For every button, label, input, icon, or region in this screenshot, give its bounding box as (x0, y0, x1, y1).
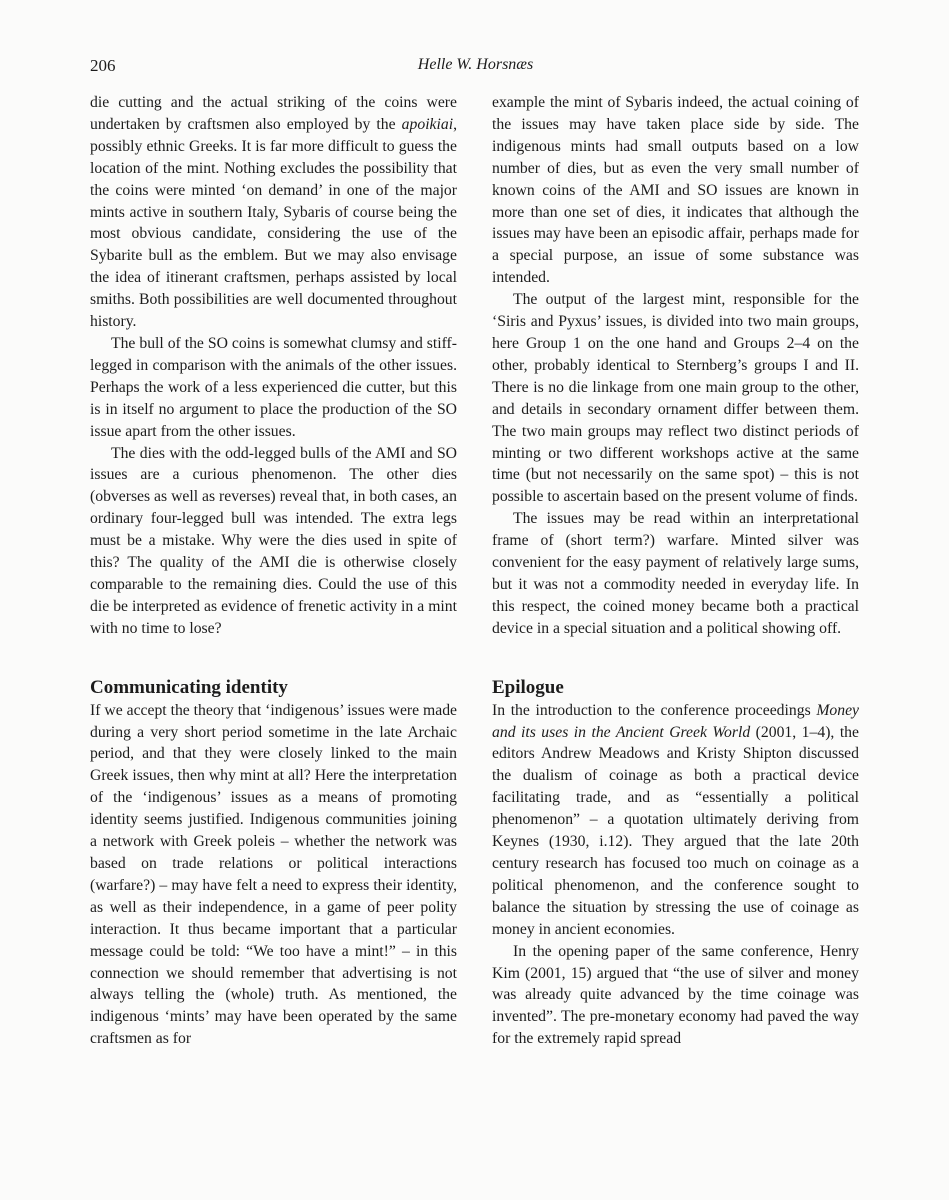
running-head: Helle W. Horsnæs (417, 56, 534, 73)
emphasis-text: apoikiai (401, 115, 454, 133)
right-column (492, 92, 859, 1050)
paragraph: die cutting and the actual striking of the coins were undertaken by craftsmen also employed by the apoikiai, possibly ethnic Greeks. It is far more difficult to guess the location of the mint. Nothing excludes the possibility that the coins were minted ‘on demand’ in one of the major mints active in southern Italy, Sybaris of course being the most obvious candidate, considering the use of the Sybarite bull as the emblem. But we may also envisage the idea of itinerant craftsmen, perhaps assisted by local smiths. Both possibilities are well documented throughout history. (90, 94, 457, 331)
left-column (90, 92, 457, 1050)
paragraph: The output of the largest mint, responsible for the ‘Siris and Pyxus’ issues, is divided into two main groups, here Group 1 on the one hand and Groups 2–4 on the other, probably identical to Sternberg’s groups I and II. There is no die linkage from one main group to the other, and details in secondary ornament differ between them. The two main groups may reflect two distinct periods of minting or two different workshops active at the same time (but not necessarily on the same spot) – this is not possible to ascertain based on the present volume of finds. (492, 291, 859, 506)
emphasis-text: Money and its uses in the Ancient Greek World (492, 701, 859, 741)
paragraph: If we accept the theory that ‘indigenous’ issues were made during a very short period sometime in the late Archaic period, and that they were closely linked to the main Greek issues, then why mint at all? Here the interpretation of the ‘indigenous’ issues as a means of promoting identity seems justified. Indigenous communities joining a network with Greek poleis – whether the network was based on trade relations or political interactions (warfare?) – may have felt a need to express their identity, as well as their independence, in a game of peer polity interaction. It thus became important that a particular message could be told: “We too have a mint!” – in this connection we should remember that advertising is not always telling the (whole) truth. As mentioned, the indigenous ‘mints’ may have been operated by the same craftsmen as for (90, 701, 457, 1048)
section-heading-epilogue: Epilogue (492, 676, 564, 698)
paragraph: In the introduction to the conference proceedings Money and its uses in the Ancient Greek World (2001, 1–4), the editors Andrew Meadows and Kristy Shipton discussed the dualism of coinage as both a practical device facilitating trade, and as “essentially a political phenomenon” – a quotation ultimately deriving from Keynes (1930, i.12). They argued that the late 20th century research has focused too much on coinage as a political phenomenon, and the conference sought to balance the situation by stressing the use of coinage as money in ancient economies. (492, 701, 859, 938)
paragraph: The bull of the SO coins is somewhat clumsy and stiff-legged in comparison with the animals of the other issues. Perhaps the work of a less experienced die cutter, but this is in itself no argument to place the production of the SO issue apart from the other issues. (90, 334, 457, 440)
paragraph: The dies with the odd-legged bulls of the AMI and SO issues are a curious phenomenon. The other dies (obverses as well as reverses) reveal that, in both cases, an ordinary four-legged bull was intended. The extra legs must be a mistake. Why were the dies used in spite of this? The quality of the AMI die is otherwise closely comparable to the remaining dies. Could the use of this die be interpreted as evidence of frenetic activity in a mint with no time to lose? (90, 444, 457, 637)
paragraph: In the opening paper of the same conference, Henry Kim (2001, 15) argued that “the use of silver and money was already quite advanced by the time coinage was invented”. The pre-monetary economy had paved the way for the extremely rapid spread (492, 942, 859, 1048)
paragraph: example the mint of Sybaris indeed, the actual coining of the issues may have taken place side by side. The indigenous mints had small outputs based on a low number of dies, but as even the very small number of known coins of the AMI and SO issues are known in more than one set of dies, it indicates that although the issues may have been an episodic affair, perhaps made for a special purpose, an issue of some substance was intended. (492, 94, 859, 287)
paragraph: The issues may be read within an interpretational frame of (short term?) warfare. Minted silver was convenient for the easy payment of relatively large sums, but it was not a commodity needed in everyday life. In this respect, the coined money became both a practical device in a special situation and a political showing off. (492, 510, 859, 637)
section-heading-communicating-identity: Communicating identity (90, 676, 288, 698)
section-gap (492, 640, 859, 676)
section-gap (90, 640, 457, 676)
page-number: 206 (90, 56, 116, 75)
page-header (90, 56, 861, 80)
